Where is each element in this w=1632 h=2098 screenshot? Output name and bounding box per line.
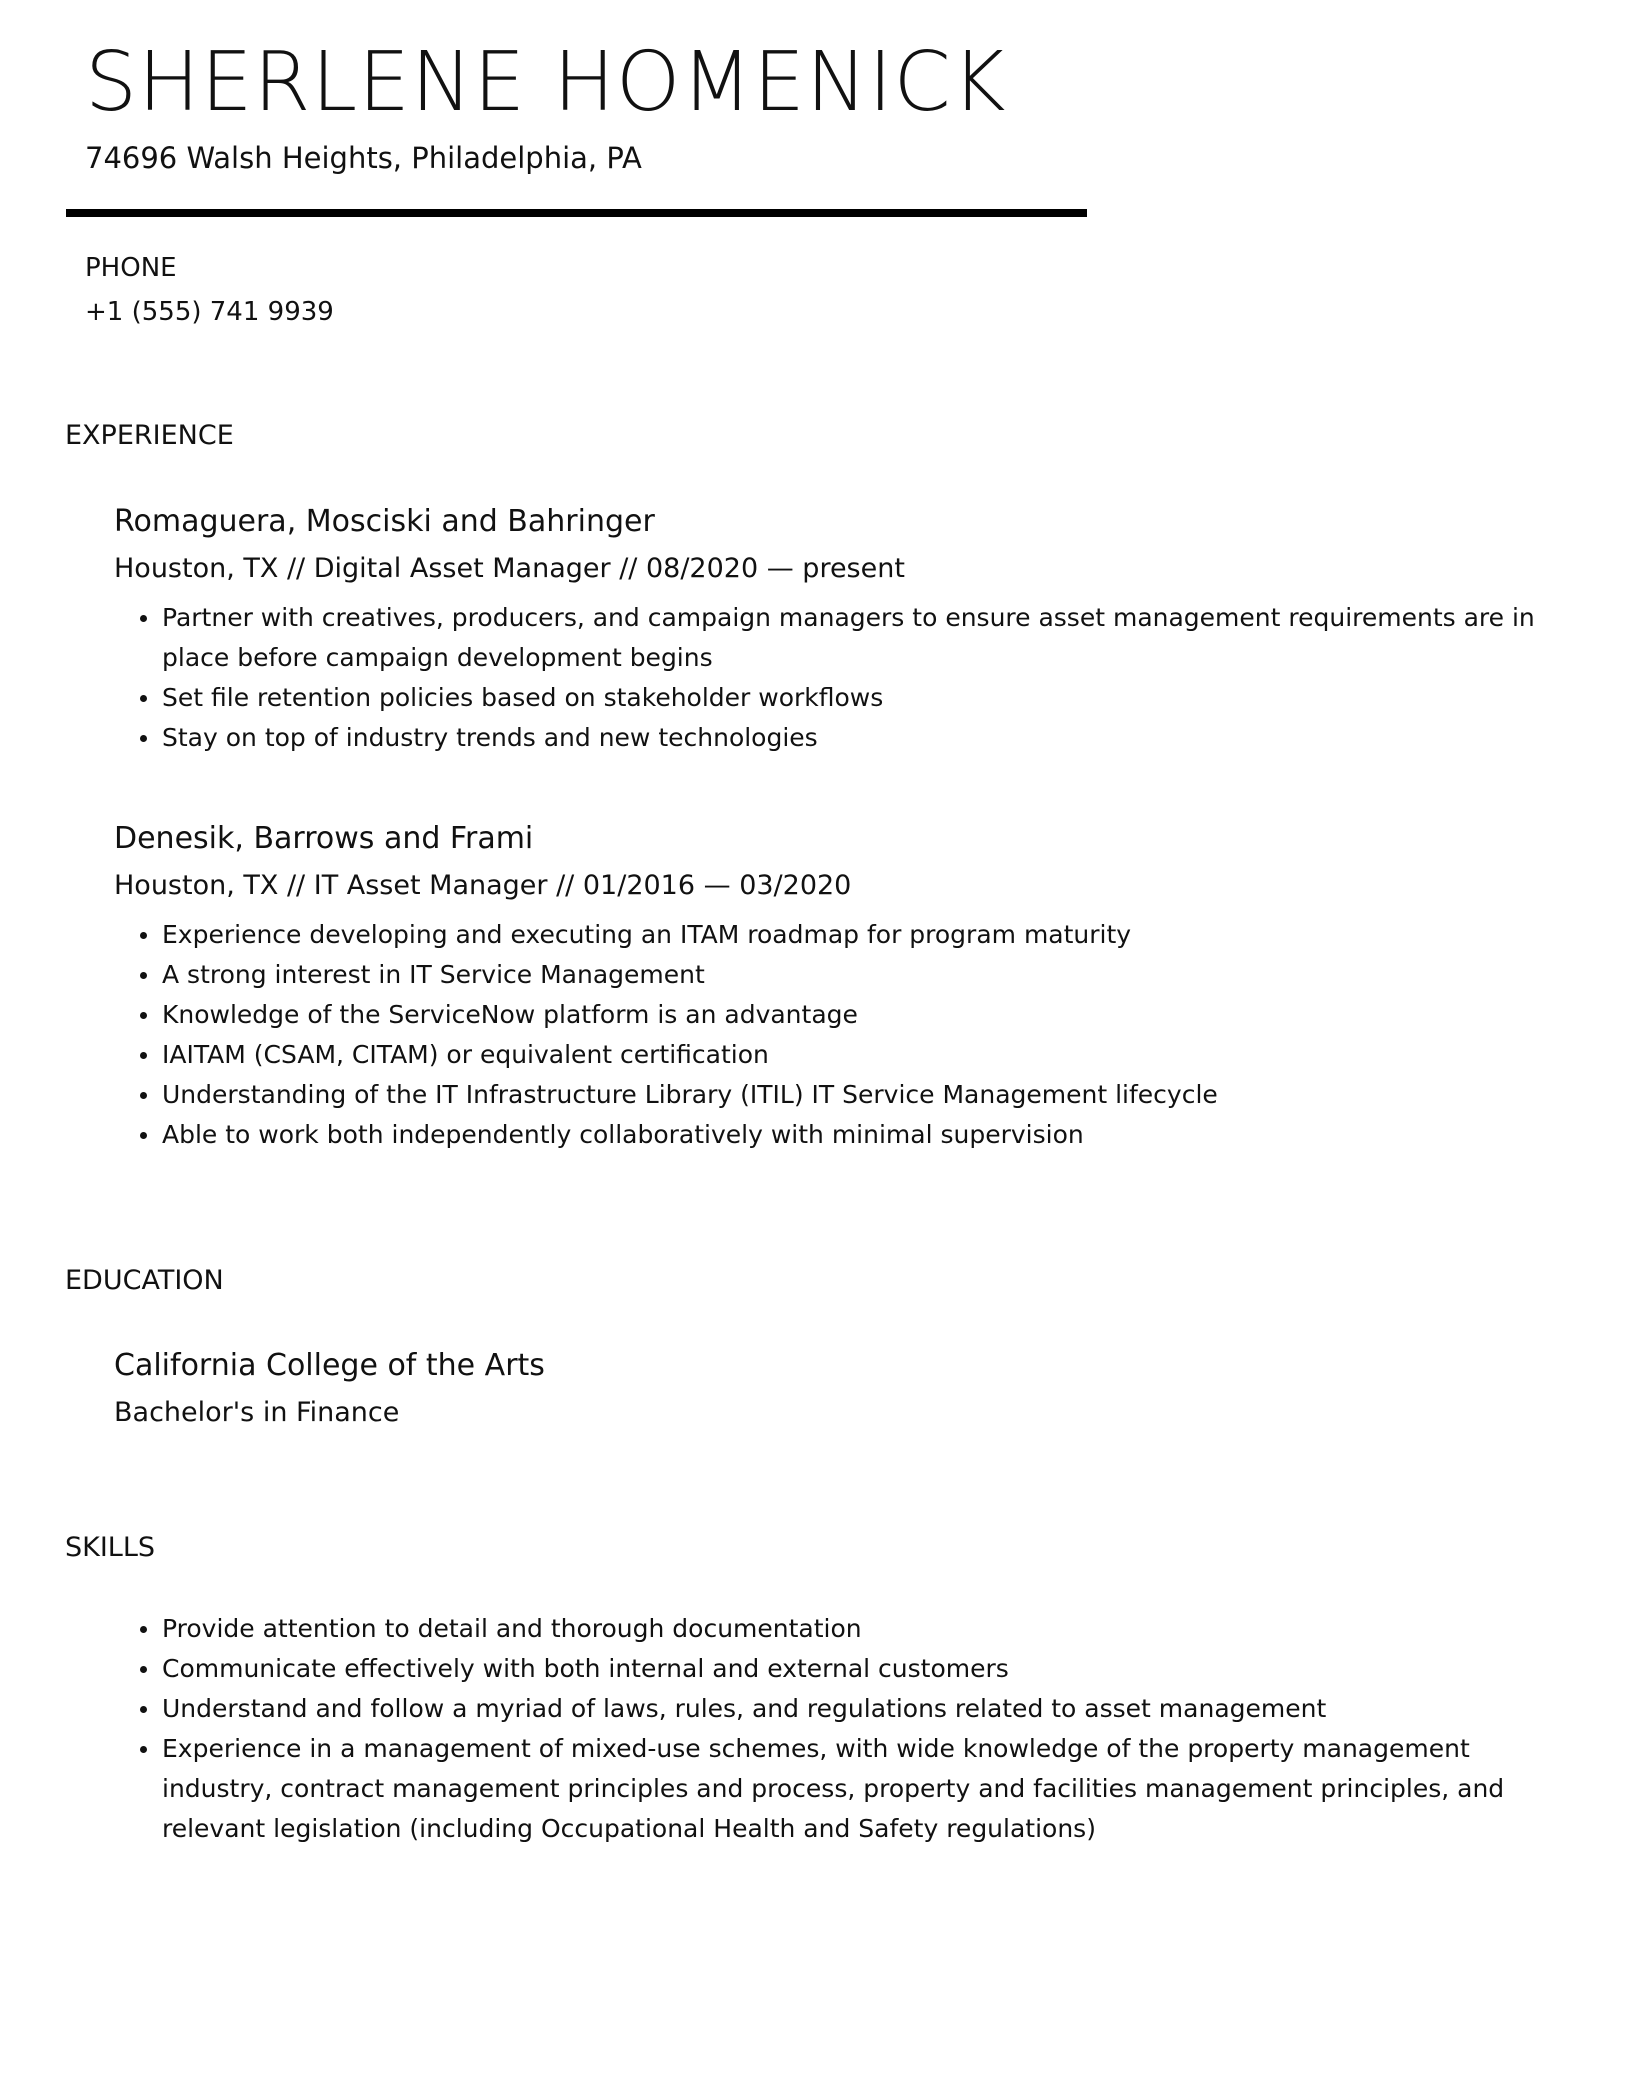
skills-list xyxy=(162,1609,1552,1849)
job-bullet: Able to work both independently collaboratively with minimal supervision xyxy=(162,1115,1552,1155)
degree: Bachelor's in Finance xyxy=(114,1397,400,1428)
job-bullet-list xyxy=(162,598,1552,758)
job-bullet: Experience developing and executing an ITAM roadmap for program maturity xyxy=(162,915,1552,955)
skill-item: Provide attention to detail and thorough documentation xyxy=(162,1609,1552,1649)
job-details: Houston, TX // Digital Asset Manager // 08/2020 — present xyxy=(114,553,905,584)
job-bullet: IAITAM (CSAM, CITAM) or equivalent certification xyxy=(162,1035,1552,1075)
job-bullet: A strong interest in IT Service Management xyxy=(162,955,1552,995)
skill-item: Experience in a management of mixed-use schemes, with wide knowledge of the property management industry, contract management principles and process, property and facilities management principles, and relevant legislation (including Occupational Health and Safety regulations) xyxy=(162,1729,1552,1849)
job-company: Denesik, Barrows and Frami xyxy=(114,821,534,856)
job-bullet: Understanding of the IT Infrastructure Library (ITIL) IT Service Management lifecycle xyxy=(162,1075,1552,1115)
candidate-name: SHERLENE HOMENICK xyxy=(85,35,1007,130)
job-bullet: Partner with creatives, producers, and campaign managers to ensure asset management requirements are in place before campaign development begins xyxy=(162,598,1552,678)
phone-label: PHONE xyxy=(85,253,177,283)
education-heading: EDUCATION xyxy=(65,1265,224,1296)
skill-item: Understand and follow a myriad of laws, rules, and regulations related to asset management xyxy=(162,1689,1552,1729)
job-bullet: Set file retention policies based on stakeholder workflows xyxy=(162,678,1552,718)
skill-item: Communicate effectively with both internal and external customers xyxy=(162,1649,1552,1689)
job-bullet: Knowledge of the ServiceNow platform is an advantage xyxy=(162,995,1552,1035)
skills-heading: SKILLS xyxy=(65,1532,156,1563)
job-bullet: Stay on top of industry trends and new technologies xyxy=(162,718,1552,758)
experience-heading: EXPERIENCE xyxy=(65,420,234,451)
school-name: California College of the Arts xyxy=(114,1348,545,1383)
header-divider xyxy=(66,209,1087,217)
phone-value: +1 (555) 741 9939 xyxy=(85,297,334,327)
candidate-address: 74696 Walsh Heights, Philadelphia, PA xyxy=(85,141,642,175)
job-company: Romaguera, Mosciski and Bahringer xyxy=(114,504,655,539)
job-details: Houston, TX // IT Asset Manager // 01/2016 — 03/2020 xyxy=(114,870,852,901)
job-bullet-list xyxy=(162,915,1552,1155)
